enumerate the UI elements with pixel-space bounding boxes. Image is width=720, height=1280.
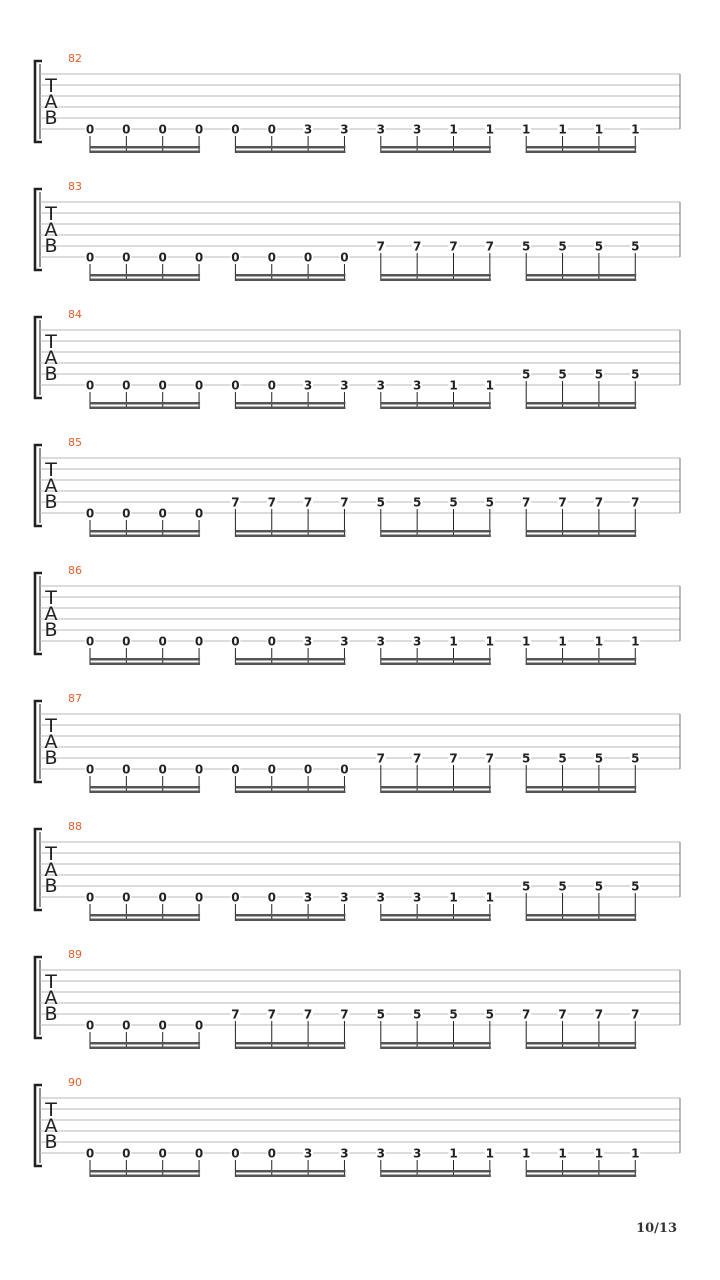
beam [526,658,636,661]
fret-number: 1 [485,1146,495,1161]
fret-number: 1 [485,890,495,905]
fret-number: 3 [412,122,422,137]
fret-number: 1 [449,122,458,137]
fret-number: 0 [158,890,167,905]
fret-number: 0 [158,1018,167,1033]
beam [526,1170,636,1173]
fret-number: 5 [412,495,422,510]
fret-number: 5 [631,239,640,254]
fret-number: 0 [158,762,167,777]
beam [381,535,491,538]
tab-system [35,820,680,921]
beam [381,279,491,282]
beam [381,786,491,789]
beam [381,1170,491,1173]
tab-clef-letter: T [45,587,57,609]
beam [235,1170,345,1173]
beam [526,1042,636,1045]
beam [526,146,636,149]
fret-number: 5 [631,879,640,894]
tab-clef-letter: B [44,235,58,257]
fret-number: 0 [122,250,131,265]
fret-number: 0 [194,634,204,649]
beam [526,151,636,154]
tab-system [35,308,680,409]
measure-number: 87 [68,692,82,705]
tab-clef-letter: B [44,747,58,769]
fret-number: 0 [231,762,240,777]
fret-number: 1 [485,122,495,137]
fret-number: 0 [85,122,95,137]
beam [235,274,345,277]
page-number: 10/13 [636,1221,677,1236]
beam [381,274,491,277]
beam [381,1042,491,1045]
fret-number: 7 [522,1007,531,1022]
fret-number: 3 [376,1146,385,1161]
fret-number: 0 [158,378,167,393]
tab-clef-letter: T [45,331,57,353]
fret-number: 0 [194,890,204,905]
fret-number: 1 [449,890,458,905]
fret-number: 7 [303,495,313,510]
fret-number: 0 [231,634,240,649]
fret-number: 3 [340,890,349,905]
fret-number: 1 [631,122,640,137]
fret-number: 1 [449,378,458,393]
fret-number: 7 [376,239,385,254]
beam [90,146,200,149]
beam [90,786,200,789]
fret-number: 0 [267,250,276,265]
beam [381,402,491,405]
beam [526,402,636,405]
tab-clef-letter: T [45,1099,57,1121]
system-bracket [35,61,42,142]
fret-number: 1 [558,1146,567,1161]
fret-number: 0 [303,250,313,265]
fret-number: 5 [485,1007,495,1022]
system-bracket [35,829,42,910]
fret-number: 3 [376,890,385,905]
fret-number: 5 [558,239,567,254]
fret-number: 0 [267,1146,276,1161]
beam [526,530,636,533]
beam [235,1175,345,1178]
fret-number: 1 [558,122,567,137]
fret-number: 0 [158,1146,167,1161]
measure-number: 88 [68,820,82,833]
fret-number: 0 [267,634,276,649]
beam [90,1047,200,1050]
beam [235,919,345,922]
beam [526,274,636,277]
fret-number: 0 [85,634,95,649]
tab-clef-letter: A [44,731,58,753]
tab-clef-letter: B [44,619,58,641]
fret-number: 3 [340,378,349,393]
fret-number: 3 [303,634,313,649]
fret-number: 0 [85,762,95,777]
fret-number: 3 [376,378,385,393]
beam [526,535,636,538]
fret-number: 0 [158,634,167,649]
fret-number: 7 [449,239,458,254]
beam [381,914,491,917]
fret-number: 5 [522,239,531,254]
fret-number: 0 [194,250,204,265]
fret-number: 5 [558,367,567,382]
fret-number: 5 [522,751,531,766]
beam [235,663,345,666]
tab-system [35,1076,680,1177]
fret-number: 7 [231,495,240,510]
fret-number: 5 [558,751,567,766]
tab-clef-letter: A [44,475,58,497]
fret-number: 5 [522,367,531,382]
beam [526,786,636,789]
beam [235,786,345,789]
measure-number: 86 [68,564,82,577]
fret-number: 0 [122,506,131,521]
fret-number: 5 [449,1007,458,1022]
beam [526,1175,636,1178]
fret-number: 7 [558,495,567,510]
beam [526,791,636,794]
fret-number: 1 [594,122,604,137]
beam [381,530,491,533]
system-bracket [35,957,42,1038]
fret-number: 7 [631,495,640,510]
fret-number: 0 [122,1018,131,1033]
beam [90,1170,200,1173]
beam [526,914,636,917]
beam [90,658,200,661]
beam [381,151,491,154]
tab-clef-letter: B [44,875,58,897]
tab-system [35,948,680,1049]
tab-clef-letter: A [44,91,58,113]
tab-clef-letter: T [45,459,57,481]
fret-number: 3 [303,378,313,393]
beam [235,914,345,917]
fret-number: 7 [340,1007,349,1022]
fret-number: 0 [122,1146,131,1161]
fret-number: 1 [594,1146,604,1161]
fret-number: 7 [267,1007,276,1022]
beam [90,791,200,794]
beam [90,274,200,277]
measure-number: 82 [68,52,82,65]
system-bracket [35,189,42,270]
beam [381,1175,491,1178]
beam [526,407,636,410]
beam [235,151,345,154]
fret-number: 0 [85,1018,95,1033]
fret-number: 1 [522,122,531,137]
fret-number: 3 [412,890,422,905]
fret-number: 1 [631,1146,640,1161]
fret-number: 0 [85,1146,95,1161]
system-bracket [35,701,42,782]
fret-number: 0 [85,890,95,905]
fret-number: 3 [412,634,422,649]
tab-system [35,692,680,793]
beam [526,1047,636,1050]
fret-number: 7 [267,495,276,510]
fret-number: 7 [558,1007,567,1022]
measure-number: 84 [68,308,82,321]
beam [90,535,200,538]
beam [235,530,345,533]
system-bracket [35,573,42,654]
fret-number: 5 [412,1007,422,1022]
measure-number: 90 [68,1076,82,1089]
beam [235,535,345,538]
fret-number: 3 [303,1146,313,1161]
fret-number: 0 [267,762,276,777]
fret-number: 7 [631,1007,640,1022]
fret-number: 0 [194,122,204,137]
tab-clef-letter: T [45,843,57,865]
tab-system [35,564,680,665]
fret-number: 1 [522,634,531,649]
fret-number: 7 [594,1007,604,1022]
fret-number: 0 [231,122,240,137]
beam [235,402,345,405]
system-bracket [35,317,42,398]
beam [381,919,491,922]
fret-number: 1 [449,634,458,649]
tab-clef-letter: B [44,1003,58,1025]
fret-number: 1 [631,634,640,649]
fret-number: 7 [449,751,458,766]
fret-number: 3 [303,890,313,905]
beam [381,663,491,666]
fret-number: 0 [194,506,204,521]
fret-number: 0 [122,378,131,393]
fret-number: 3 [340,634,349,649]
tab-clef-letter: A [44,1115,58,1137]
fret-number: 7 [522,495,531,510]
beam [235,791,345,794]
beam [381,407,491,410]
measure-number: 89 [68,948,82,961]
tab-clef-letter: A [44,603,58,625]
fret-number: 0 [231,250,240,265]
fret-number: 7 [231,1007,240,1022]
beam [381,146,491,149]
fret-number: 0 [267,122,276,137]
fret-number: 1 [558,634,567,649]
beam [381,791,491,794]
fret-number: 0 [231,1146,240,1161]
fret-number: 0 [122,762,131,777]
tab-clef-letter: B [44,491,58,513]
fret-number: 0 [267,890,276,905]
beam [526,663,636,666]
fret-number: 0 [85,378,95,393]
fret-number: 7 [485,239,495,254]
fret-number: 0 [340,762,349,777]
tab-clef-letter: T [45,203,57,225]
fret-number: 3 [376,122,385,137]
fret-number: 0 [194,378,204,393]
beam [90,1175,200,1178]
fret-number: 0 [122,122,131,137]
beam [90,1042,200,1045]
beam [90,919,200,922]
beam [235,1042,345,1045]
measure-number: 83 [68,180,82,193]
tab-system [35,52,680,153]
measure-number: 85 [68,436,82,449]
tab-clef-letter: B [44,363,58,385]
beam [90,407,200,410]
fret-number: 5 [485,495,495,510]
tab-clef-letter: T [45,715,57,737]
fret-number: 0 [340,250,349,265]
fret-number: 7 [485,751,495,766]
fret-number: 0 [122,890,131,905]
fret-number: 7 [340,495,349,510]
fret-number: 0 [85,506,95,521]
fret-number: 1 [485,634,495,649]
fret-number: 0 [158,506,167,521]
beam [235,1047,345,1050]
fret-number: 0 [231,890,240,905]
fret-number: 7 [594,495,604,510]
fret-number: 3 [376,634,385,649]
tab-system [35,436,680,537]
beam [235,146,345,149]
fret-number: 5 [522,879,531,894]
fret-number: 1 [522,1146,531,1161]
beam [90,279,200,282]
beam [90,151,200,154]
beam [381,1047,491,1050]
beam [381,658,491,661]
fret-number: 0 [303,762,313,777]
fret-number: 5 [449,495,458,510]
tab-clef-letter: B [44,1131,58,1153]
fret-number: 5 [631,751,640,766]
fret-number: 3 [340,122,349,137]
beam [90,402,200,405]
fret-number: 7 [412,239,422,254]
fret-number: 5 [594,239,604,254]
fret-number: 3 [412,378,422,393]
fret-number: 7 [376,751,385,766]
tab-clef-letter: B [44,107,58,129]
beam [235,407,345,410]
fret-number: 5 [594,879,604,894]
fret-number: 3 [303,122,313,137]
tab-clef-letter: A [44,219,58,241]
system-bracket [35,1085,42,1166]
tab-clef-letter: A [44,347,58,369]
fret-number: 5 [376,1007,385,1022]
fret-number: 0 [158,250,167,265]
fret-number: 1 [594,634,604,649]
fret-number: 5 [594,367,604,382]
fret-number: 0 [158,122,167,137]
beam [526,919,636,922]
fret-number: 3 [412,1146,422,1161]
tab-system [35,180,680,281]
beam [90,530,200,533]
beam [90,914,200,917]
tab-clef-letter: A [44,859,58,881]
fret-number: 1 [485,378,495,393]
beam [235,658,345,661]
fret-number: 0 [122,634,131,649]
fret-number: 0 [85,250,95,265]
tab-clef-letter: T [45,971,57,993]
fret-number: 0 [267,378,276,393]
fret-number: 5 [376,495,385,510]
system-bracket [35,445,42,526]
fret-number: 0 [194,1146,204,1161]
fret-number: 0 [231,378,240,393]
fret-number: 0 [194,1018,204,1033]
fret-number: 1 [449,1146,458,1161]
fret-number: 7 [303,1007,313,1022]
beam [526,279,636,282]
fret-number: 3 [340,1146,349,1161]
fret-number: 5 [594,751,604,766]
tab-clef-letter: T [45,75,57,97]
beam [235,279,345,282]
fret-number: 0 [194,762,204,777]
beam [90,663,200,666]
fret-number: 5 [558,879,567,894]
fret-number: 7 [412,751,422,766]
fret-number: 5 [631,367,640,382]
tab-clef-letter: A [44,987,58,1009]
